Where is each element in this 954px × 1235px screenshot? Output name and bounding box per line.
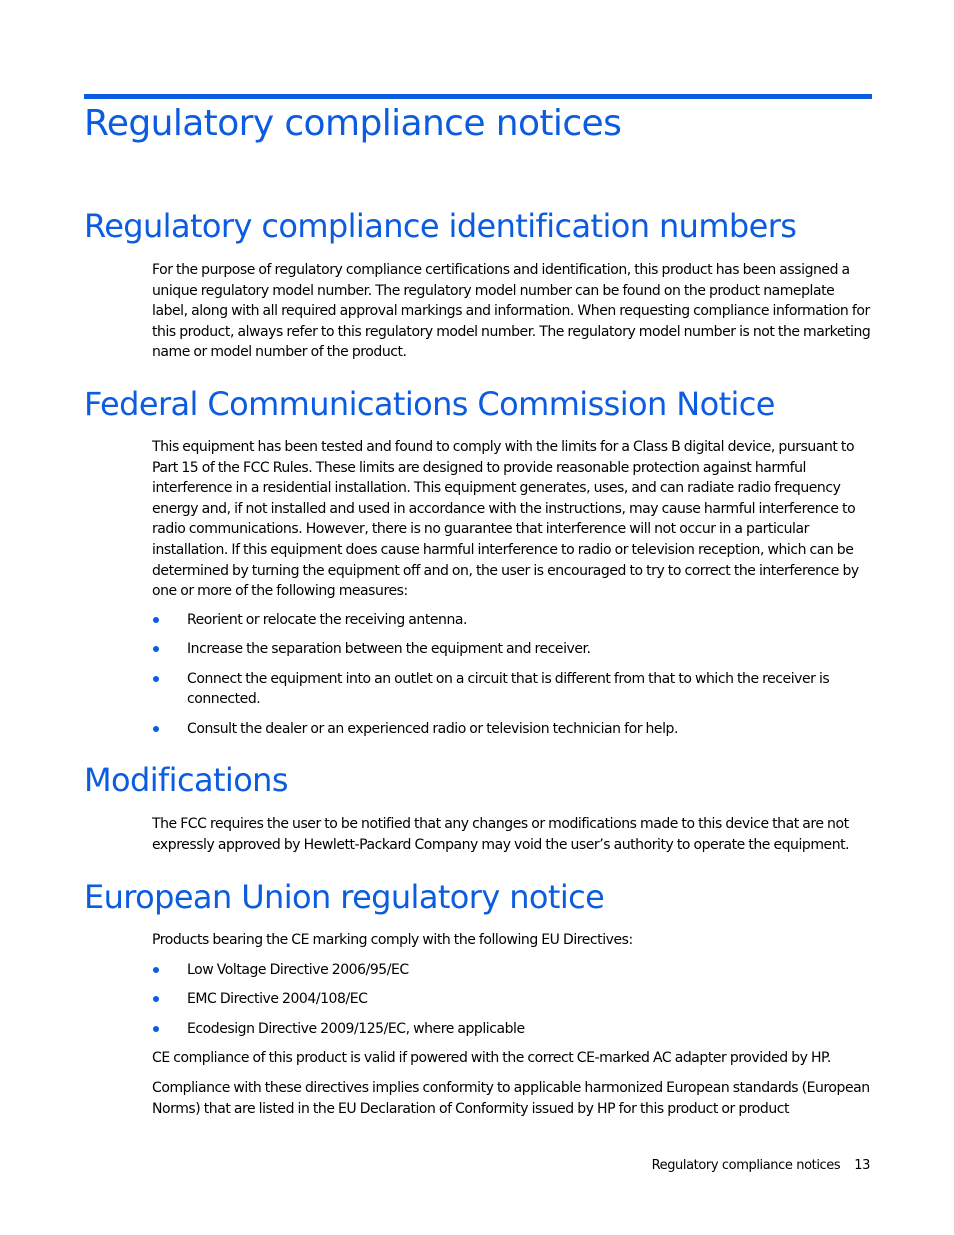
section-title-eu: European Union regulatory notice <box>84 878 605 916</box>
footer-label: Regulatory compliance notices <box>651 1158 841 1173</box>
chapter-title: Regulatory compliance notices <box>84 103 622 144</box>
list-item: Connect the equipment into an outlet on a circuit that is different from that to which the receiver is connected. <box>152 669 872 710</box>
list-item: Ecodesign Directive 2009/125/EC, where applicable <box>152 1019 872 1040</box>
list-item: Increase the separation between the equipment and receiver. <box>152 639 872 660</box>
page-number: 13 <box>854 1158 870 1173</box>
list-item: Consult the dealer or an experienced radio or television technician for help. <box>152 719 872 740</box>
chapter-rule <box>84 94 872 99</box>
fcc-paragraph: This equipment has been tested and found to comply with the limits for a Class B digital device, pursuant to Part 15 of the FCC Rules. These limits are designed to provide reasonable protection against harmful interference in a residential installation. This equipment generates, uses, and can radiate radio frequency energy and, if not installed and used in accordance with the instructions, may cause harmful interference to radio communications. However, there is no guarantee that interference will not occur in a particular installation. If this equipment does cause harmful interference to radio or television reception, which can be determined by turning the equipment off and on, the user is encouraged to try to correct the interference by one or more of the following measures: <box>152 439 859 600</box>
eu-directives-list <box>152 960 872 1048</box>
list-item: EMC Directive 2004/108/EC <box>152 989 872 1010</box>
bullet-icon <box>153 996 159 1002</box>
eu-intro-paragraph: Products bearing the CE marking comply with the following EU Directives: <box>152 932 633 948</box>
eu-norms-paragraph: Compliance with these directives implies conformity to applicable harmonized European standards (European Norms) that are listed in the EU Declaration of Conformity issued by HP for this product or product <box>152 1080 870 1117</box>
bullet-icon <box>153 676 159 682</box>
bullet-icon <box>153 646 159 652</box>
list-item: Reorient or relocate the receiving antenna. <box>152 610 872 631</box>
page-footer <box>652 1158 870 1173</box>
id-numbers-paragraph: For the purpose of regulatory compliance certifications and identification, this product has been assigned a unique regulatory model number. The regulatory model number can be found on the product nameplate label, along with all required approval markings and information. When requesting compliance information for this product, always refer to this regulatory model number. The regulatory model number is not the marketing name or model number of the product. <box>152 262 871 361</box>
section-title-modifications: Modifications <box>84 761 288 799</box>
fcc-measures-list <box>152 610 872 748</box>
bullet-icon <box>153 967 159 973</box>
bullet-icon <box>153 1026 159 1032</box>
section-title-id-numbers: Regulatory compliance identification numbers <box>84 207 797 245</box>
bullet-icon <box>153 617 159 623</box>
bullet-icon <box>153 726 159 732</box>
modifications-paragraph: The FCC requires the user to be notified that any changes or modifications made to this device that are not expressly approved by Hewlett-Packard Company may void the user’s authority to operate the equipment. <box>152 816 850 853</box>
section-title-fcc: Federal Communications Commission Notice <box>84 385 775 423</box>
list-item: Low Voltage Directive 2006/95/EC <box>152 960 872 981</box>
eu-ce-paragraph: CE compliance of this product is valid if powered with the correct CE-marked AC adapter provided by HP. <box>152 1050 831 1066</box>
